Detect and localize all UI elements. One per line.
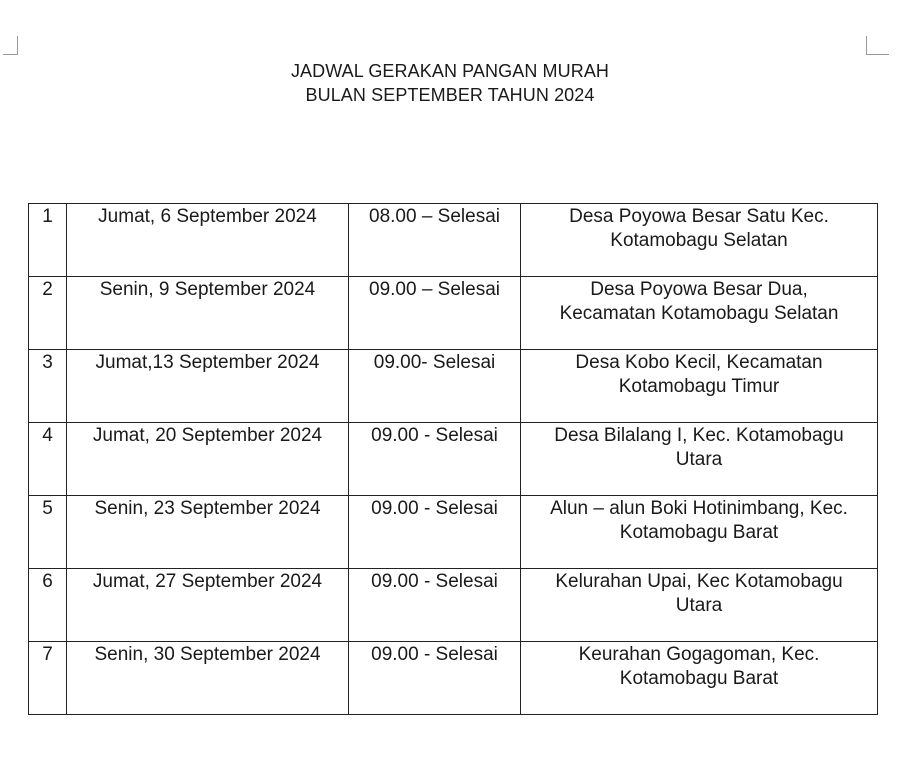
row-date: Jumat,13 September 2024	[67, 350, 349, 423]
location-line: Utara	[675, 449, 723, 470]
row-time: 09.00 - Selesai	[349, 423, 521, 496]
row-location	[521, 350, 878, 423]
row-date: Jumat, 27 September 2024	[67, 569, 349, 642]
location-line: Desa Bilalang I, Kec. Kotamobagu	[554, 425, 844, 446]
row-location	[521, 496, 878, 569]
table-row	[29, 642, 878, 715]
row-date: Senin, 9 September 2024	[67, 277, 349, 350]
location-line: Kecamatan Kotamobagu Selatan	[559, 303, 839, 324]
document-subtitle: BULAN SEPTEMBER TAHUN 2024	[305, 85, 595, 105]
location-line: Desa Poyowa Besar Satu Kec.	[569, 206, 829, 227]
table-row	[29, 569, 878, 642]
location-line: Kotamobagu Barat	[619, 522, 779, 543]
row-location	[521, 423, 878, 496]
document-title: JADWAL GERAKAN PANGAN MURAH	[290, 61, 610, 81]
row-number: 2	[29, 277, 67, 350]
table-row	[29, 423, 878, 496]
table-row	[29, 277, 878, 350]
location-line: Desa Poyowa Besar Dua,	[590, 279, 808, 300]
row-location	[521, 204, 878, 277]
row-number: 7	[29, 642, 67, 715]
location-line: Kotamobagu Selatan	[610, 230, 788, 251]
row-location	[521, 642, 878, 715]
row-number: 3	[29, 350, 67, 423]
table-row	[29, 204, 878, 277]
location-line: Utara	[675, 595, 723, 616]
row-time: 09.00 - Selesai	[349, 496, 521, 569]
page-corner-mark-left	[3, 36, 18, 55]
row-location	[521, 277, 878, 350]
row-date: Senin, 30 September 2024	[67, 642, 349, 715]
row-time: 09.00 - Selesai	[349, 642, 521, 715]
table-row	[29, 496, 878, 569]
location-line: Kotamobagu Barat	[619, 668, 779, 689]
row-date: Senin, 23 September 2024	[67, 496, 349, 569]
page-corner-mark-right	[866, 36, 889, 55]
table-row	[29, 350, 878, 423]
row-time: 09.00 – Selesai	[349, 277, 521, 350]
row-number: 1	[29, 204, 67, 277]
row-time: 08.00 – Selesai	[349, 204, 521, 277]
location-line: Alun – alun Boki Hotinimbang, Kec.	[550, 498, 848, 519]
row-time: 09.00 - Selesai	[349, 569, 521, 642]
schedule-table	[28, 203, 878, 715]
row-date: Jumat, 6 September 2024	[67, 204, 349, 277]
location-line: Kelurahan Upai, Kec Kotamobagu	[555, 571, 843, 592]
row-number: 4	[29, 423, 67, 496]
row-number: 6	[29, 569, 67, 642]
location-line: Keurahan Gogagoman, Kec.	[578, 644, 820, 665]
row-time: 09.00- Selesai	[349, 350, 521, 423]
row-date: Jumat, 20 September 2024	[67, 423, 349, 496]
row-location	[521, 569, 878, 642]
location-line: Desa Kobo Kecil, Kecamatan	[575, 352, 823, 373]
location-line: Kotamobagu Timur	[618, 376, 780, 397]
row-number: 5	[29, 496, 67, 569]
